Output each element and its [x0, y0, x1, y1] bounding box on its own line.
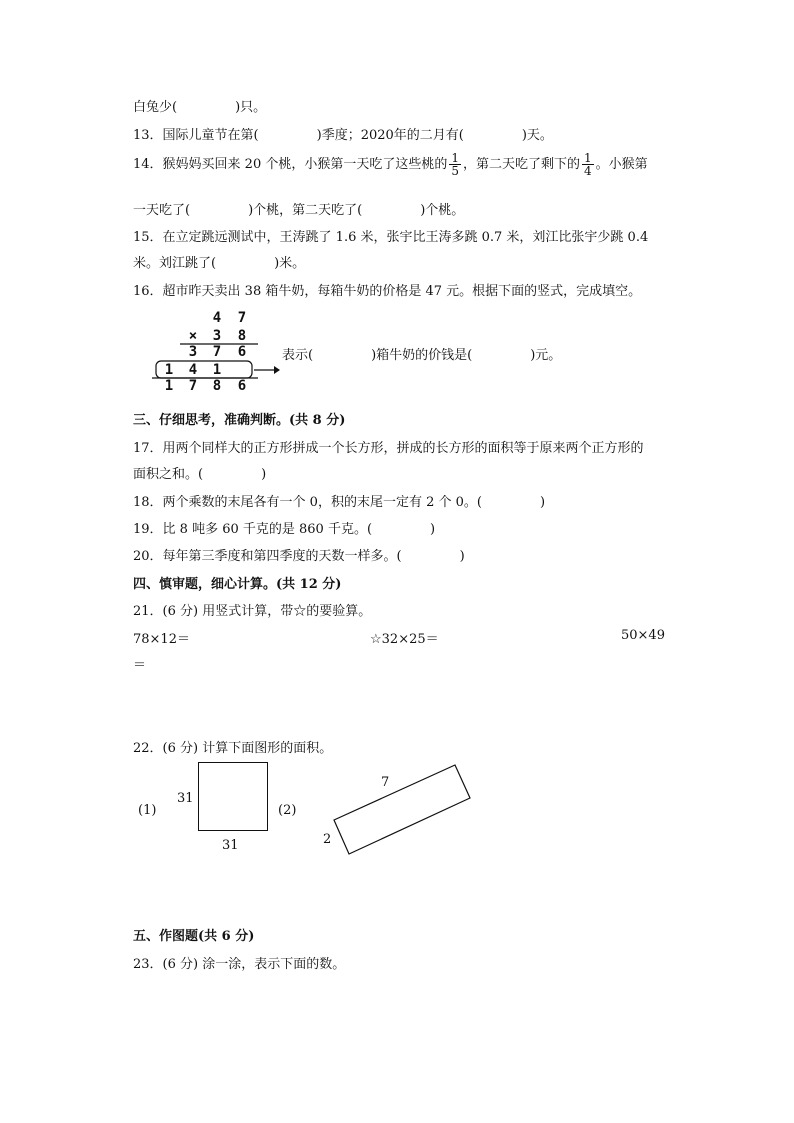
q17-text-line1: 17．用两个同样大的正方形拼成一个长方形，拼成的长方形的面积等于原来两个正方形的	[133, 441, 644, 456]
q13-text-mid: )季度；2020年的二月有(	[316, 128, 464, 143]
calc-digit: 1	[164, 378, 174, 394]
calc-digit: 8	[237, 328, 247, 344]
calc-digit: 4	[188, 362, 198, 378]
q12-text-post: )只。	[235, 100, 267, 115]
expr-32x25: ☆32×25＝	[370, 632, 439, 647]
q19-text-post: )	[430, 522, 436, 537]
q18-text-pre: 18．两个乘数的末尾各有一个 0，积的末尾一定有 2 个 0。(	[133, 495, 482, 510]
question-20	[133, 545, 465, 564]
calc-digit: 1	[164, 362, 174, 378]
expr-50x49: 50×49	[621, 628, 665, 643]
calc-digit: 8	[212, 378, 222, 394]
q13-text-post: )天。	[521, 128, 553, 143]
q17-line2-post: )	[261, 467, 267, 482]
question-15-line2	[133, 252, 305, 271]
q16-text: 16．超市昨天卖出 38 箱牛奶，每箱牛奶的价格是 47 元。根据下面的竖式，完成填空。	[133, 284, 642, 299]
q12-tail	[133, 96, 266, 115]
frac1-denominator: 5	[451, 164, 459, 178]
question-14	[133, 152, 648, 177]
q14-line2-post: )个桃。	[420, 203, 465, 218]
section-4-heading: 四、慎审题，细心计算。(共 12 分)	[133, 577, 342, 592]
question-16	[133, 280, 641, 299]
question-14-line2	[133, 199, 464, 218]
frac1-numerator: 1	[451, 151, 459, 165]
parallelogram-figure	[330, 760, 475, 860]
calc-digit: 3	[212, 328, 222, 344]
square-side-bottom: 31	[222, 838, 239, 853]
calc-lines	[150, 306, 280, 398]
question-19	[133, 518, 435, 537]
q20-text-pre: 20．每年第三季度和第四季度的天数一样多。(	[133, 549, 402, 564]
q13-text-pre: 13．国际儿童节在第(	[133, 128, 259, 143]
q16-fill-mid: )箱牛奶的价钱是(	[371, 348, 473, 363]
calc-digit: 4	[212, 310, 222, 326]
question-17-line2	[133, 463, 266, 482]
q16-fill-line	[282, 344, 561, 363]
q14-text-post: 。小猴第	[595, 157, 648, 172]
q17-line2-pre: 面积之和。(	[133, 467, 204, 482]
question-21: 21．(6 分) 用竖式计算，带☆的要验算。	[133, 604, 372, 619]
fraction-one-fifth	[449, 152, 461, 177]
section-5-heading: 五、作图题(共 6 分)	[133, 929, 255, 944]
q15-line2-post: )米。	[274, 256, 306, 271]
question-23: 23．(6 分) 涂一涂，表示下面的数。	[133, 957, 346, 972]
calc-digit: 7	[188, 378, 198, 394]
calc-digit: 7	[237, 310, 247, 326]
square-figure	[198, 762, 268, 831]
calc-digit: 6	[237, 344, 247, 360]
frac2-denominator: 4	[584, 164, 592, 178]
rect-width-label: 2	[323, 832, 332, 847]
q14-text-pre: 14．猴妈妈买回来 20 个桃，小猴第一天吃了这些桃的	[133, 157, 448, 172]
question-22: 22．(6 分) 计算下面图形的面积。	[133, 741, 333, 756]
vertical-multiplication	[150, 306, 280, 398]
q18-text-post: )	[539, 495, 546, 510]
q16-fill-post: )元。	[530, 348, 562, 363]
q16-fill-pre: 表示(	[282, 348, 314, 363]
rect-length-label: 7	[381, 775, 390, 790]
question-15	[133, 226, 648, 245]
q14-line2-pre: 一天吃了(	[133, 203, 191, 218]
expr-50x49-equals: ＝	[133, 658, 147, 673]
section-3-heading: 三、仔细思考，准确判断。(共 8 分)	[133, 413, 346, 428]
calc-digit: 7	[212, 344, 222, 360]
q14-line2-mid: )个桃，第二天吃了(	[248, 203, 363, 218]
q14-text-mid: ，第二天吃了剩下的	[463, 157, 581, 172]
calc-digit: 1	[212, 362, 222, 378]
q20-text-post: )	[459, 549, 465, 564]
q12-text-pre: 白兔少(	[133, 100, 178, 115]
question-18	[133, 491, 545, 510]
square-side-left: 31	[177, 791, 194, 806]
frac2-numerator: 1	[584, 151, 592, 165]
q15-text-line1: 15．在立定跳远测试中，王涛跳了 1.6 米，张宇比王涛多跳 0.7 米，刘江比张宇少跳 0.4	[133, 230, 649, 245]
question-17	[133, 437, 644, 456]
figure-label-1: (1)	[138, 803, 157, 818]
calc-digit: 3	[188, 344, 198, 360]
calc-digit: 6	[237, 378, 247, 394]
figure-label-2: (2)	[278, 803, 297, 818]
q19-text-pre: 19．比 8 吨多 60 千克的是 860 千克。(	[133, 522, 373, 537]
expr-78x12: 78×12＝	[133, 632, 190, 647]
question-13	[133, 124, 553, 143]
multiply-sign: ×	[188, 328, 198, 344]
fraction-one-quarter	[582, 152, 594, 177]
q15-line2-pre: 米。刘江跳了(	[133, 256, 217, 271]
